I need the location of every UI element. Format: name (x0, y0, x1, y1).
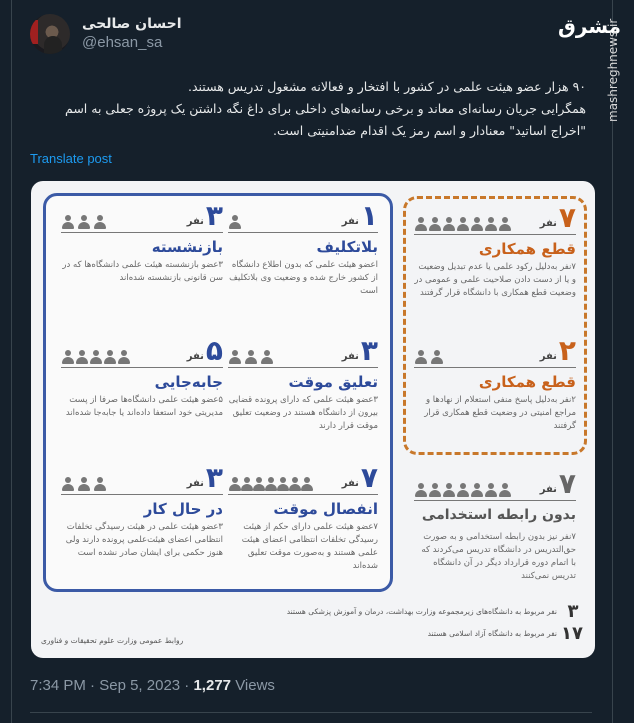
people-icons (61, 350, 131, 364)
unit-label: نفر (186, 351, 204, 362)
translate-post-link[interactable]: Translate post (30, 151, 112, 166)
unit-label: نفر (539, 484, 557, 495)
person-icon (117, 350, 131, 364)
views-label: Views (235, 677, 275, 694)
card-title: بلاتکلیف (316, 238, 378, 256)
person-icon (228, 215, 242, 229)
card-title: قطع همکاری (478, 240, 576, 258)
credit-text: روابط عمومی وزارت علوم تحقیقات و فناوری (41, 636, 184, 645)
person-icon (228, 477, 240, 491)
person-icon (75, 350, 89, 364)
watermark-site (592, 12, 620, 127)
card-desc: ۷نفر به‌دلیل رکود علمی یا عدم تبدیل وضعیت و یا از دست دادن صلاحیت علمی و عمومی در وضعیت قطع همکاری با دانشگاه قرار گرفتند (414, 262, 576, 298)
person-icon (89, 350, 103, 364)
unit-label: نفر (341, 478, 359, 489)
person-icon (456, 483, 470, 497)
card-title: قطع همکاری (478, 373, 576, 391)
separator: · (90, 677, 96, 694)
footnote-number: ۱۷ (561, 623, 583, 644)
infographic-image[interactable] (31, 181, 595, 658)
person-icon (103, 350, 117, 364)
tweet-date[interactable]: Sep 5, 2023 (99, 677, 181, 694)
person-icon (288, 477, 300, 491)
person-icon (276, 477, 288, 491)
author-display-name[interactable]: احسان صالحی (82, 16, 182, 32)
card-desc: ۵عضو هیئت علمی دانشگاه‌ها صرفا از پست مدیریتی خود استعفا داده‌اند یا جابه‌جا شده‌اند (65, 395, 223, 418)
person-icon (470, 217, 484, 231)
card-number: ۲ (558, 334, 576, 367)
people-icons (414, 217, 512, 231)
views-count: 1,277 (193, 677, 232, 694)
person-icon (498, 483, 512, 497)
person-icon (430, 350, 444, 364)
person-icon (414, 350, 428, 364)
card-title: بازنشسته (151, 238, 223, 256)
footnote-number: ۳ (567, 601, 579, 622)
footnote-text: نفر مربوط به دانشگاه آزاد اسلامی هستند (427, 629, 557, 638)
person-icon (252, 477, 264, 491)
person-icon (77, 215, 91, 229)
divider (30, 712, 592, 713)
card-desc: ۷نفر نیز بدون رابطه استخدامی و به صورت حق‌التدریس در دانشگاه تدریس می‌کردند که با اتمام دوره قرارداد دیگر در آن دانشگاه تدریس نمی‌کنند (421, 532, 576, 581)
card-desc: اعضو هیئت علمی که بدون اطلاع دانشگاه از کشور خارج شده و وضعیت وی بلاتکلیف است (229, 260, 378, 296)
card-desc: ۳عضو هیئت علمی در هیئت رسیدگی تخلفات انتظامی اعضای هیئت‌علمی پرونده دارند ولی هنوز حکمی برای ایشان صادر نشده است (65, 522, 223, 558)
card-no-employment (414, 469, 576, 583)
watermark-logo: مشرق (558, 14, 622, 38)
card-title: تعلیق موقت (288, 373, 378, 391)
person-icon (498, 217, 512, 231)
card-number: ۳ (205, 461, 223, 494)
person-icon (470, 483, 484, 497)
person-icon (228, 350, 242, 364)
person-icon (456, 217, 470, 231)
people-icons (228, 215, 242, 229)
card-temporary-suspension (228, 336, 378, 433)
unit-label: نفر (341, 216, 359, 227)
card-number: ۷ (360, 461, 378, 494)
people-icons (61, 477, 107, 491)
card-number: ۳ (205, 199, 223, 232)
person-icon (264, 477, 276, 491)
card-desc: ۳عضو بازنشسته هیئت علمی دانشگاه‌ها که در سن قانونی بازنشسته شده‌اند (62, 260, 223, 283)
card-desc: ۲نفر به‌دلیل پاسخ منفی استعلام از نهادها و مراجع امنیتی در وضعیت قطع همکاری قرار گرفتند (424, 395, 576, 431)
person-icon (240, 477, 252, 491)
person-icon (484, 483, 498, 497)
person-icon (260, 350, 274, 364)
card-undetermined (228, 201, 378, 298)
card-termination-2 (414, 336, 576, 433)
people-icons (414, 350, 444, 364)
card-number: ۷ (558, 201, 576, 234)
separator: · (184, 677, 190, 694)
card-temporary-dismissal (228, 463, 378, 573)
person-icon (414, 483, 428, 497)
card-number: ۳ (360, 334, 378, 367)
watermark-site-text: mashreghnews.ir (606, 18, 620, 122)
tweet-line: "اخراج اساتید" معنادار و اسم رمز یک اقدام ضدامنیتی است. (273, 123, 586, 138)
person-icon (442, 483, 456, 497)
footnote-row (428, 623, 583, 644)
footnote-row (287, 601, 583, 622)
card-title: جابه‌جایی (154, 373, 223, 391)
card-termination-1 (414, 203, 576, 300)
person-icon (300, 477, 312, 491)
person-icon (61, 477, 75, 491)
card-in-progress (61, 463, 223, 560)
people-icons (228, 350, 274, 364)
card-relocation (61, 336, 223, 420)
tweet-time[interactable]: 7:34 PM (30, 677, 86, 694)
card-desc: ۳عضو هیئت علمی که دارای پرونده قضایی بیرون از دانشگاه هستند در وضعیت تعلیق موقت قرار دارند (228, 395, 378, 431)
tweet-line: همگرایی جریان رسانه‌ای معاند و برخی رسانه‌های داخلی برای داغ نگه داشتن یک پروژه جعلی به اسم (65, 101, 586, 116)
unit-label: نفر (186, 216, 204, 227)
card-title: بدون رابطه استخدامی (421, 507, 576, 523)
unit-label: نفر (186, 478, 204, 489)
person-icon (428, 483, 442, 497)
person-icon (428, 217, 442, 231)
unit-label: نفر (539, 218, 557, 229)
card-number: ۵ (205, 334, 223, 367)
person-icon (61, 350, 75, 364)
tweet-text (30, 76, 586, 142)
person-icon (93, 215, 107, 229)
person-icon (93, 477, 107, 491)
people-icons (61, 215, 107, 229)
unit-label: نفر (341, 351, 359, 362)
card-number: ۷ (558, 467, 576, 500)
person-icon (61, 215, 75, 229)
person-icon (77, 477, 91, 491)
person-icon (442, 217, 456, 231)
person-icon (414, 217, 428, 231)
user-info (82, 15, 182, 53)
people-icons (414, 483, 512, 497)
unit-label: نفر (539, 351, 557, 362)
card-title: در حال کار (143, 500, 223, 518)
card-retired (61, 201, 223, 285)
tweet-meta (30, 677, 275, 694)
card-desc: ۷عضو هیئت علمی دارای حکم از هیئت رسیدگی تخلفات انتظامی اعضای هیئت علمی هستند و به‌صورت موقت تعلیق شده‌اند (241, 522, 378, 571)
tweet-header (30, 14, 182, 54)
card-number: ۱ (360, 199, 378, 232)
people-icons (228, 477, 312, 491)
column-border-left (11, 0, 12, 723)
footnote-text: نفر مربوط به دانشگاه‌های زیرمجموعه وزارت بهداشت، درمان و آموزش پزشکی هستند (286, 607, 557, 616)
person-icon (244, 350, 258, 364)
tweet-line: ۹۰ هزار عضو هیئت علمی در کشور با افتخار و فعالانه مشغول تدریس هستند. (187, 79, 586, 94)
author-handle[interactable]: @ehsan_sa (82, 34, 163, 51)
avatar[interactable] (30, 14, 70, 54)
person-icon (484, 217, 498, 231)
card-title: انفصال موقت (273, 500, 378, 518)
